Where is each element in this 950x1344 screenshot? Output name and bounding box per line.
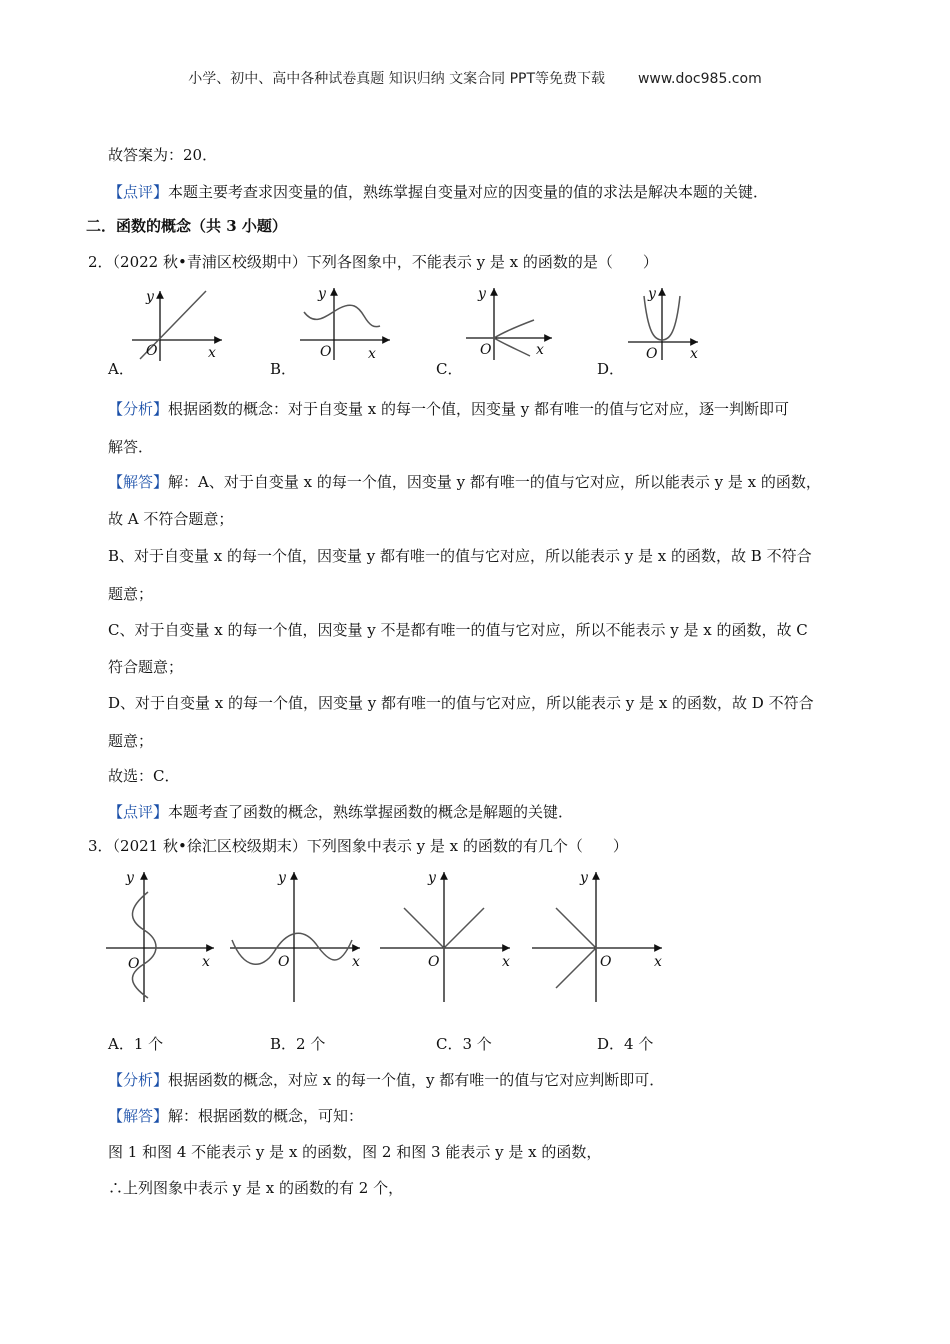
curve: [232, 933, 352, 964]
q2-sol-line: B、对于自变量 x 的每一个值，因变量 y 都有唯一的值与它对应，所以能表示 y 是 x 的函数，故 B 不符合: [108, 547, 812, 565]
q3-solution: [108, 1105, 363, 1127]
analysis-text: 根据函数的概念，对应 x 的每一个值，y 都有唯一的值与它对应判断即可．: [168, 1071, 665, 1089]
q2-sol-line: 题意；: [108, 732, 154, 750]
q3-option-a: A．1 个: [108, 1035, 164, 1053]
q2-option-b: B．: [270, 360, 297, 378]
y-label: y: [428, 870, 436, 886]
q2-choice: 故选：C．: [108, 767, 180, 785]
x-label: x: [352, 954, 360, 970]
origin-label: O: [600, 954, 612, 970]
x-label: x: [654, 954, 662, 970]
q2-sol-line: C、对于自变量 x 的每一个值，因变量 y 不是都有唯一的值与它对应，所以不能表示 y 是 x 的函数，故 C: [108, 621, 808, 639]
q3-option-d: D．4 个: [597, 1035, 654, 1053]
q2-stem: 2．（2022 秋•青浦区校级期中）下列各图象中，不能表示 y 是 x 的函数的是（ ）: [88, 253, 658, 271]
origin-label: O: [278, 954, 290, 970]
q3-graph-1: [104, 868, 224, 1004]
section-title: 二．函数的概念（共 3 小题）: [86, 217, 287, 235]
header-text: 小学、初中、高中各种试卷真题 知识归纳 文案合同 PPT等免费下载: [188, 71, 606, 87]
origin-label: O: [146, 343, 158, 359]
q3-sol-line: 图 1 和图 4 不能表示 y 是 x 的函数，图 2 和图 3 能表示 y 是 x 的函数，: [108, 1143, 602, 1161]
x-label: x: [690, 346, 698, 362]
y-label: y: [126, 870, 134, 886]
q2-graph-a: [128, 285, 228, 365]
q2-comment: [108, 801, 573, 823]
x-label: x: [502, 954, 510, 970]
analysis-tag: 【分析】: [108, 400, 169, 418]
origin-label: O: [128, 956, 140, 972]
q2-analysis: [108, 398, 789, 420]
page-header: [0, 68, 950, 90]
q3-analysis: [108, 1069, 664, 1091]
curve: [304, 305, 380, 327]
origin-label: O: [646, 346, 658, 362]
q3-graph-2: [228, 868, 368, 1004]
y-label: y: [478, 286, 486, 302]
q2-sol-line: D、对于自变量 x 的每一个值，因变量 y 都有唯一的值与它对应，所以能表示 y 是 x 的函数，故 D 不符合: [108, 694, 814, 712]
q2-option-c: C．: [436, 360, 463, 378]
solution-text: 解：A、对于自变量 x 的每一个值，因变量 y 都有唯一的值与它对应，所以能表示 y 是 x 的函数，: [168, 473, 821, 491]
origin-label: O: [480, 342, 492, 358]
comment-text: 本题考查了函数的概念，熟练掌握函数的概念是解题的关键．: [168, 803, 574, 821]
prev-comment: [108, 181, 768, 203]
q2-solution: [108, 471, 821, 493]
prev-answer: 故答案为：20．: [108, 146, 218, 164]
q2-option-a: A．: [108, 360, 134, 378]
analysis-tag: 【分析】: [108, 1071, 169, 1089]
comment-tag: 【点评】: [108, 183, 169, 201]
q2-graph-d: [624, 282, 724, 362]
solution-tag: 【解答】: [108, 1107, 169, 1125]
analysis-text: 根据函数的概念：对于自变量 x 的每一个值，因变量 y 都有唯一的值与它对应，逐一判断即可: [168, 400, 790, 418]
origin-label: O: [320, 344, 332, 360]
y-label: y: [278, 870, 286, 886]
q2-graph-b: [296, 282, 396, 362]
solution-text: 解：根据函数的概念，可知：: [168, 1107, 364, 1125]
header-url[interactable]: www.doc985.com: [637, 71, 762, 87]
x-label: x: [202, 954, 210, 970]
q2-sol-line: 题意；: [108, 585, 154, 603]
q2-sol-line: 符合题意；: [108, 658, 184, 676]
comment-tag: 【点评】: [108, 803, 169, 821]
q3-option-c: C．3 个: [436, 1035, 492, 1053]
origin-label: O: [428, 954, 440, 970]
x-label: x: [208, 345, 216, 361]
q3-sol-line: ∴上列图象中表示 y 是 x 的函数的有 2 个，: [108, 1179, 404, 1197]
q3-graph-3: [378, 868, 518, 1004]
x-label: x: [368, 346, 376, 362]
q2-analysis-cont: 解答．: [108, 438, 154, 456]
y-label: y: [580, 870, 588, 886]
y-label: y: [648, 286, 656, 302]
q2-option-d: D．: [597, 360, 625, 378]
q2-graph-c: [462, 282, 562, 362]
q3-option-b: B．2 个: [270, 1035, 326, 1053]
q3-graph-4: [530, 868, 670, 1004]
q3-stem: 3．（2021 秋•徐汇区校级期末）下列图象中表示 y 是 x 的函数的有几个（ ）: [88, 837, 628, 855]
q2-sol-line: 故 A 不符合题意；: [108, 510, 234, 528]
y-label: y: [318, 286, 326, 302]
y-label: y: [146, 289, 154, 305]
x-label: x: [536, 342, 544, 358]
solution-tag: 【解答】: [108, 473, 169, 491]
comment-text: 本题主要考查求因变量的值，熟练掌握自变量对应的因变量的值的求法是解决本题的关键．: [168, 183, 769, 201]
